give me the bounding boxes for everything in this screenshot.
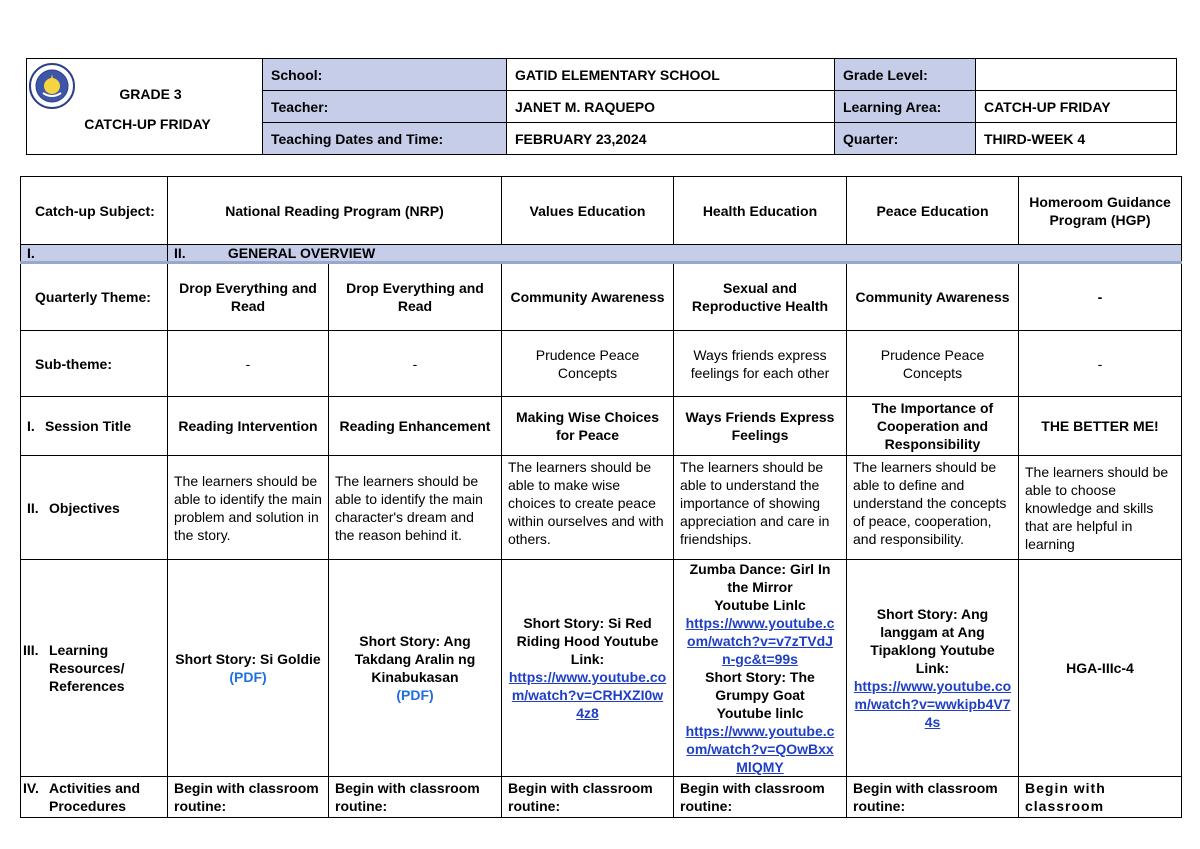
session-num: I. [27,418,35,434]
activity-cell: Begin with classroom routine: [502,777,674,818]
objective-cell: The learners should be able to identify the main character's dream and the reason behind it. [329,456,502,560]
school-label: School: [263,59,507,91]
pdf-link[interactable]: (PDF) [396,687,434,703]
health-ed-header: Health Education [674,177,847,245]
objectives-num: II. [27,499,39,516]
objective-cell: The learners should be able to make wise choices to create peace within ourselves and with others. [502,456,674,560]
subtheme-cell: Prudence Peace Concepts [502,331,674,397]
resource-title: Short Story: Si Goldie [175,651,321,667]
grade-level-label: Grade Level: [835,59,976,91]
objective-cell: The learners should be able to understand the importance of showing appreciation and care in friendships. [674,456,847,560]
learning-area-value: CATCH-UP FRIDAY [976,91,1177,123]
teacher-label: Teacher: [263,91,507,123]
lesson-plan-table [20,176,1182,818]
peace-ed-header: Peace Education [847,177,1019,245]
theme-cell: Drop Everything and Read [329,263,502,331]
resource-label: Youtube Linlc [714,597,806,613]
resources-label-cell [21,560,168,777]
overview-num2: II. [174,245,186,261]
overview-row [21,245,1182,263]
learning-area-label: Learning Area: [835,91,976,123]
session-title: Ways Friends Express Feelings [674,397,847,456]
youtube-link[interactable]: https://www.youtube.com/watch?v=wwkipb4V74s [853,678,1012,730]
quarter-label: Quarter: [835,123,976,155]
subtheme-cell: Ways friends express feelings for each other [674,331,847,397]
theme-cell: Community Awareness [847,263,1019,331]
subtheme-cell: - [168,331,329,397]
subject-label: Catch-up Subject: [21,177,168,245]
objectives-label: Objectives [49,499,120,516]
theme-row [21,263,1182,331]
overview-cell [168,245,1182,263]
resource-cell-1 [168,560,329,777]
activity-cell: Begin with classroom routine: [674,777,847,818]
subtheme-cell: - [329,331,502,397]
objectives-label-cell [21,456,168,560]
resource-title: Short Story: Ang langgam at Ang Tipaklong Youtube Link: [870,606,995,676]
resource-cell-4 [674,560,847,777]
session-label-cell [21,397,168,456]
resource-title: Short Story: Si Red Riding Hood Youtube Link: [516,615,659,667]
catch-up-label: CATCH-UP FRIDAY [84,115,211,132]
theme-cell: Sexual and Reproductive Health [674,263,847,331]
theme-cell: Community Awareness [502,263,674,331]
dates-label: Teaching Dates and Time: [263,123,507,155]
subtheme-row [21,331,1182,397]
values-ed-header: Values Education [502,177,674,245]
quarter-value: THIRD-WEEK 4 [976,123,1177,155]
session-title: Making Wise Choices for Peace [502,397,674,456]
resource-title: Short Story: Ang Takdang Aralin ng Kinabukasan [354,633,476,685]
resources-label: Learning Resources/ References [49,642,125,694]
pdf-link[interactable]: (PDF) [229,669,267,685]
session-title: Reading Intervention [168,397,329,456]
activities-label: Activities and Procedures [49,780,141,814]
teacher-value: JANET M. RAQUEPO [507,91,835,123]
activities-num: IV. [23,780,39,796]
objective-cell: The learners should be able to define and understand the concepts of peace, cooperation, and responsibility. [847,456,1019,560]
deped-seal-icon [29,63,75,109]
school-value: GATID ELEMENTARY SCHOOL [507,59,835,91]
session-title: THE BETTER ME! [1019,397,1182,456]
hgp-header: Homeroom Guidance Program (HGP) [1019,177,1182,245]
youtube-link[interactable]: https://www.youtube.com/watch?v=QOwBxxMlQMY [685,723,835,775]
activities-row [21,777,1182,818]
session-title: The Importance of Cooperation and Responsibility [847,397,1019,456]
activity-cell: Begin with classroom [1019,777,1182,818]
youtube-link[interactable]: https://www.youtube.com/watch?v=CRHXZI0w4z8 [508,669,667,721]
nrp-header: National Reading Program (NRP) [168,177,502,245]
objective-cell: The learners should be able to choose knowledge and skills that are helpful in learning [1019,456,1182,560]
resource-title: Zumba Dance: Girl In the Mirror [689,561,831,595]
resources-num: III. [23,642,39,658]
theme-cell: - [1019,263,1182,331]
activities-label-cell [21,777,168,818]
overview-title: GENERAL OVERVIEW [227,245,376,261]
subtheme-label: Sub-theme: [21,331,168,397]
objectives-row [21,456,1182,560]
overview-num1: I. [21,245,168,263]
resources-row [21,560,1182,777]
resource-code: HGA-IIIc-4 [1019,560,1182,777]
session-title: Reading Enhancement [329,397,502,456]
header-table [26,58,1177,155]
objective-cell: The learners should be able to identify the main problem and solution in the story. [168,456,329,560]
grade-label: GRADE 3 [119,85,182,102]
subtheme-cell: Prudence Peace Concepts [847,331,1019,397]
session-label: Session Title [45,418,132,434]
theme-cell: Drop Everything and Read [168,263,329,331]
subtheme-cell: - [1019,331,1182,397]
activity-cell: Begin with classroom routine: [168,777,329,818]
dates-value: FEBRUARY 23,2024 [507,123,835,155]
subject-row [21,177,1182,245]
header-title-cell [27,59,263,155]
resource-cell-5 [847,560,1019,777]
session-row [21,397,1182,456]
resource-title: Short Story: The Grumpy Goat [705,669,815,703]
grade-level-value [976,59,1177,91]
resource-cell-2 [329,560,502,777]
resource-cell-3 [502,560,674,777]
theme-label: Quarterly Theme: [21,263,168,331]
resource-label: Youtube linlc [716,705,804,721]
activity-cell: Begin with classroom routine: [329,777,502,818]
activity-cell: Begin with classroom routine: [847,777,1019,818]
youtube-link[interactable]: https://www.youtube.com/watch?v=v7zTVdJn-gc&t=99s [685,615,835,667]
